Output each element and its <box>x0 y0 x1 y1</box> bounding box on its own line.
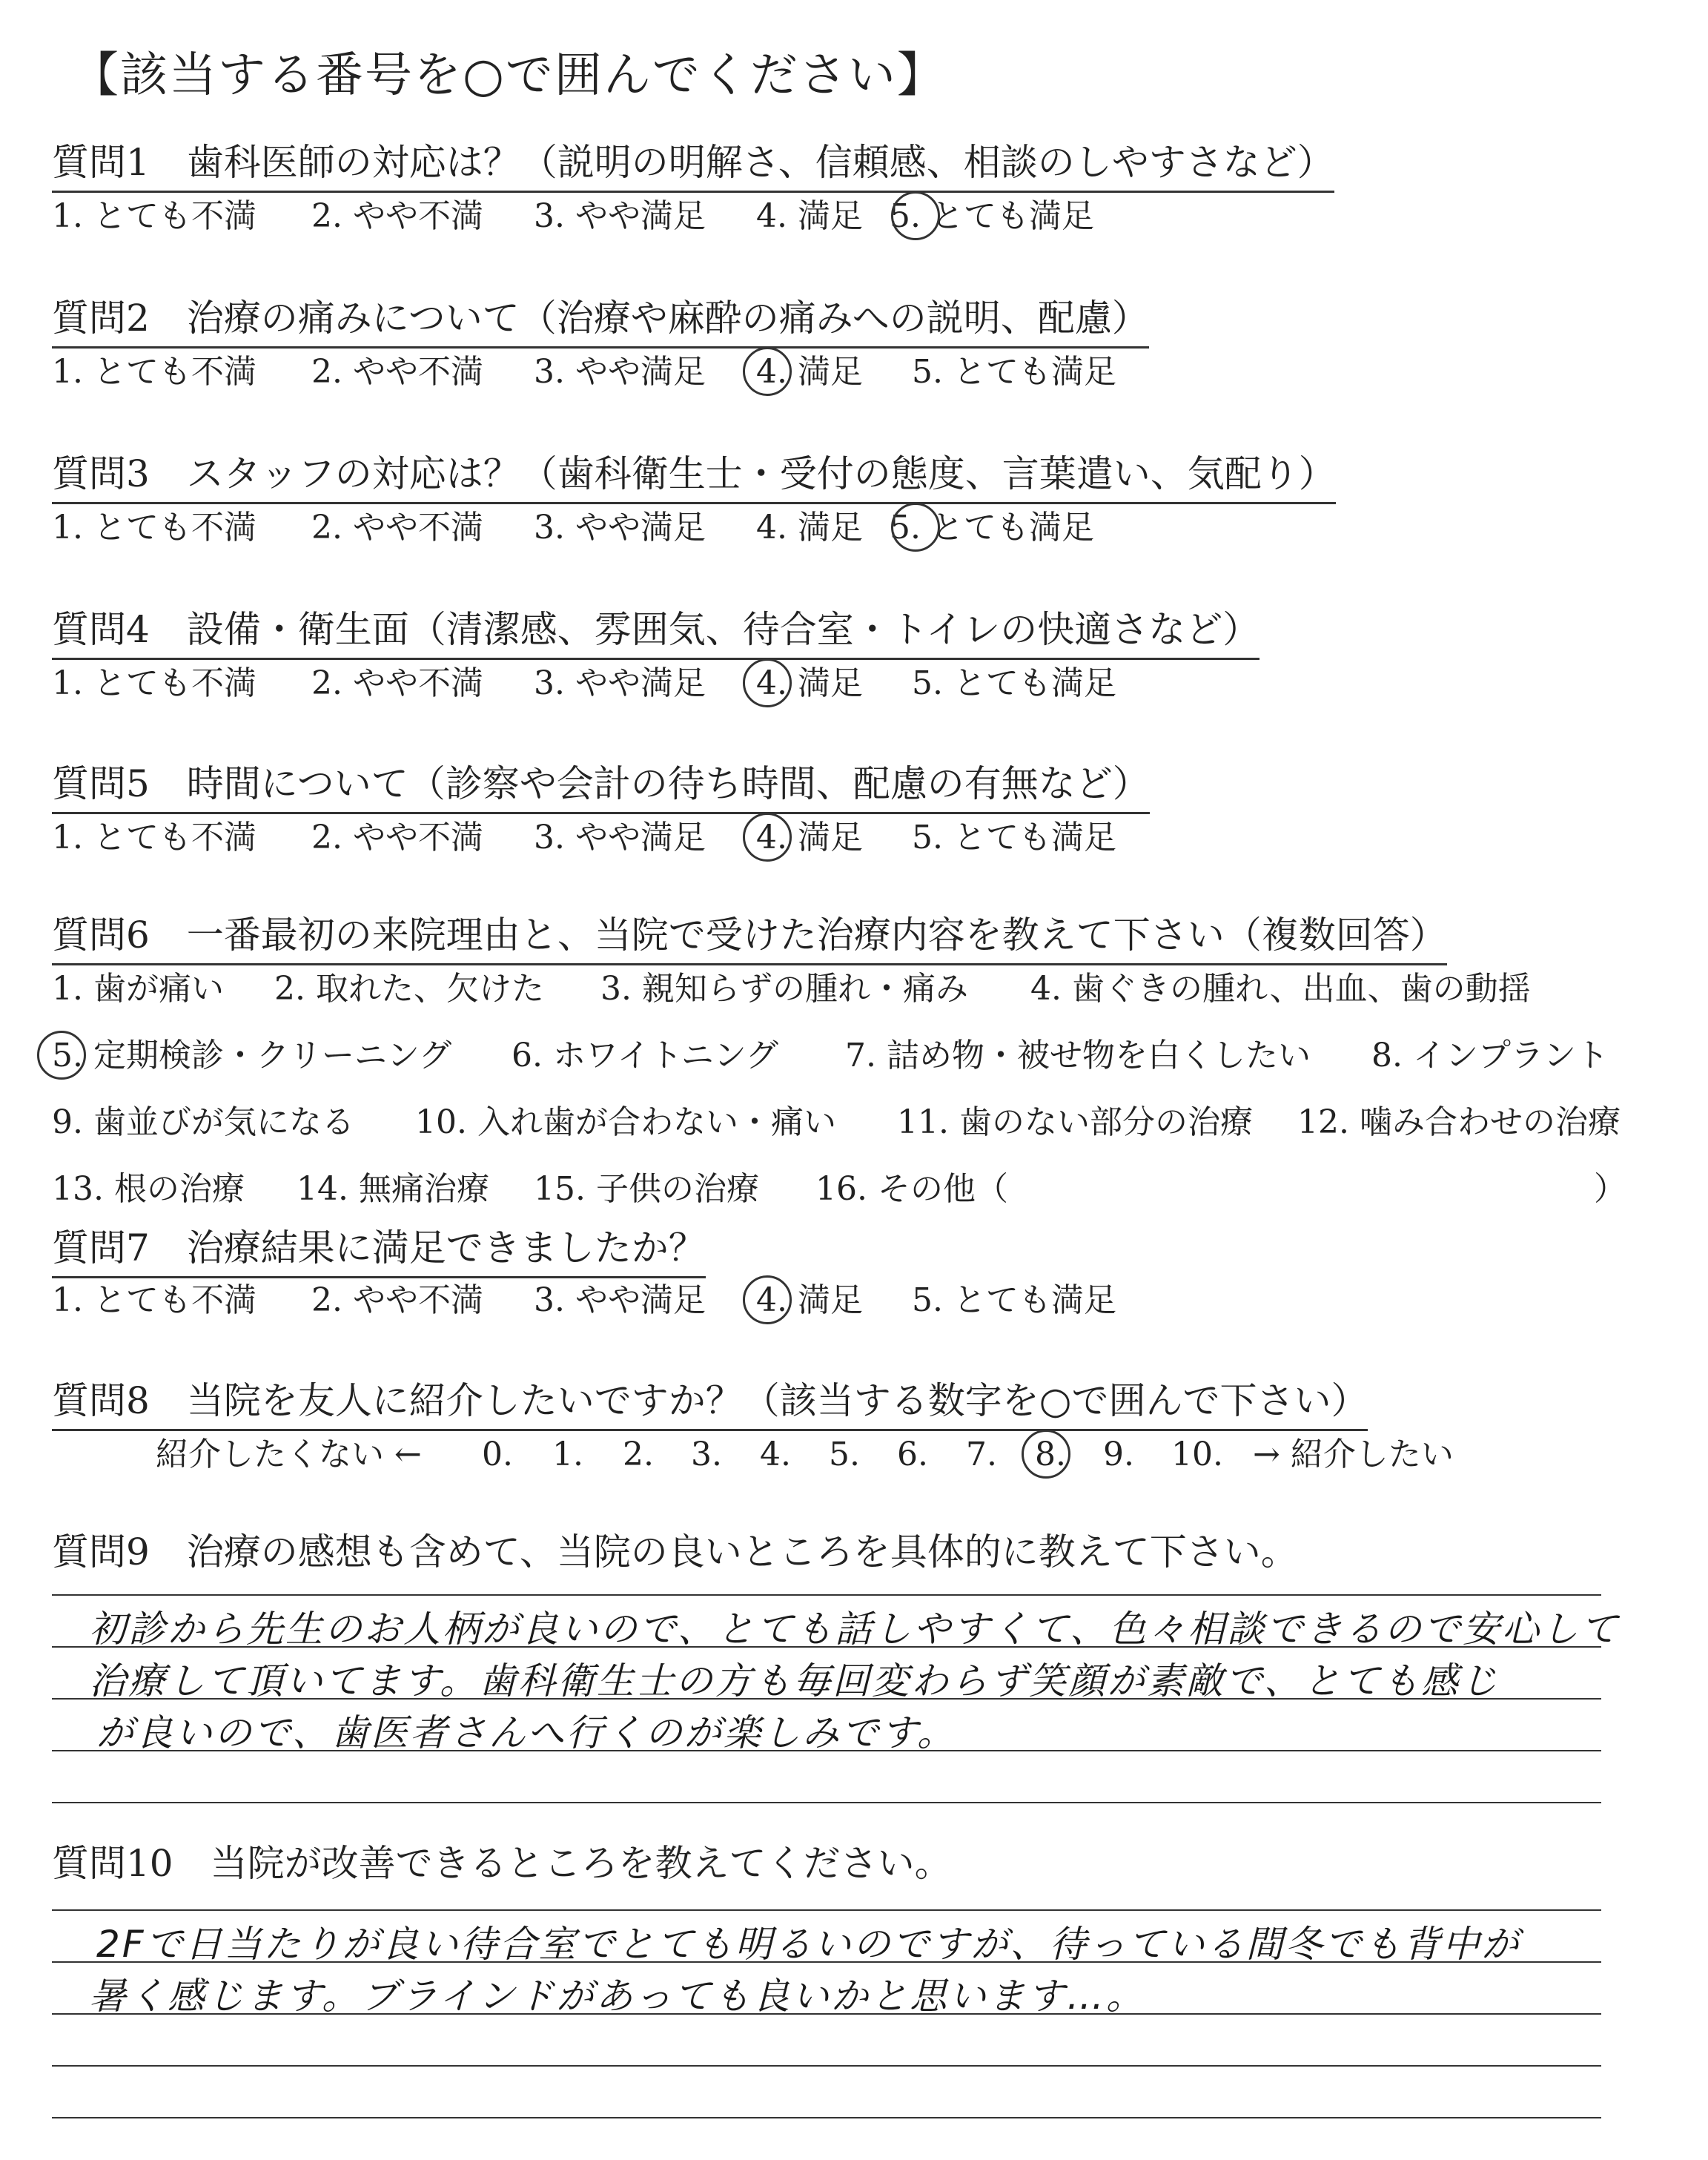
q2-option-1[interactable]: 1. とても不満 <box>52 353 256 391</box>
question-5-title: 質問5 時間について（診察や会計の待ち時間、配慮の有無など） <box>52 761 1150 814</box>
q4-option-2[interactable]: 2. やや不満 <box>311 664 483 702</box>
q6-option-6[interactable]: 6. ホワイトニング <box>512 1037 779 1074</box>
q3-option-4[interactable]: 4. 満足 <box>756 509 863 546</box>
question-2-title: 質問2 治療の痛みについて（治療や麻酔の痛みへの説明、配慮） <box>52 295 1149 349</box>
q4-option-1[interactable]: 1. とても不満 <box>52 664 256 702</box>
q3-option-1[interactable]: 1. とても不満 <box>52 509 256 546</box>
q6-other-close-paren: ） <box>1594 1170 1626 1208</box>
question-10-title: 質問10 当院が改善できるところを教えてください。 <box>52 1842 952 1885</box>
q1-selected-circle <box>891 191 940 240</box>
q6-option-10[interactable]: 10. 入れ歯が合わない・痛い <box>415 1103 836 1141</box>
q6-selected-circle <box>37 1031 86 1080</box>
q9-answer-line-1[interactable]: 初診から先生のお人柄が良いので、とても話しやすくて、色々相談できるので安心して <box>89 1608 1620 1651</box>
q7-option-1[interactable]: 1. とても不満 <box>52 1281 256 1319</box>
q3-selected-circle <box>891 503 940 552</box>
q8-option-3[interactable]: 3. <box>691 1436 722 1473</box>
q8-selected-circle <box>1022 1430 1070 1479</box>
q6-option-16[interactable]: 16. その他（ <box>815 1170 1008 1208</box>
q5-option-2[interactable]: 2. やや不満 <box>311 819 483 856</box>
q4-selected-circle <box>743 658 792 707</box>
q6-option-15[interactable]: 15. 子供の治療 <box>534 1170 759 1208</box>
q6-option-14[interactable]: 14. 無痛治療 <box>297 1170 489 1208</box>
q7-option-2[interactable]: 2. やや不満 <box>311 1281 483 1319</box>
q2-option-4[interactable]: 4. 満足 <box>756 353 863 391</box>
question-1-title: 質問1 歯科医師の対応は？（説明の明解さ、信頼感、相談のしやすさなど） <box>52 139 1334 193</box>
q1-option-5[interactable]: 5. とても満足 <box>890 197 1094 235</box>
q8-option-10[interactable]: 10. <box>1171 1436 1223 1473</box>
q8-left-label: 紹介したくない ← <box>156 1436 422 1473</box>
question-3-options <box>52 509 1238 556</box>
q8-option-5[interactable]: 5. <box>829 1436 860 1473</box>
question-6-title: 質問6 一番最初の来院理由と、当院で受けた治療内容を教えて下さい（複数回答） <box>52 912 1447 965</box>
q1-option-2[interactable]: 2. やや不満 <box>311 197 483 235</box>
q8-option-6[interactable]: 6. <box>897 1436 928 1473</box>
q9-answer-line-2[interactable]: 治療して頂いてます。歯科衛生士の方も毎回変わらず笑顔が素敵で、とても感じ <box>89 1659 1500 1702</box>
question-4-title: 質問4 設備・衛生面（清潔感、雰囲気、待合室・トイレの快適さなど） <box>52 607 1260 660</box>
question-3-title: 質問3 スタッフの対応は？（歯科衛生士・受付の態度、言葉遣い、気配り） <box>52 451 1336 504</box>
question-8-scale <box>156 1436 1490 1483</box>
q6-option-12[interactable]: 12. 噛み合わせの治療 <box>1297 1103 1621 1141</box>
q5-option-1[interactable]: 1. とても不満 <box>52 819 256 856</box>
q1-option-4[interactable]: 4. 満足 <box>756 197 863 235</box>
question-6-options <box>52 970 1646 1208</box>
q8-right-label: → 紹介したい <box>1253 1436 1454 1473</box>
q7-option-5[interactable]: 5. とても満足 <box>912 1281 1116 1319</box>
q2-option-3[interactable]: 3. やや満足 <box>534 353 706 391</box>
q3-option-5[interactable]: 5. とても満足 <box>890 509 1094 546</box>
q6-option-2[interactable]: 2. 取れた、欠けた <box>274 970 544 1008</box>
q7-selected-circle <box>743 1275 792 1324</box>
q6-option-13[interactable]: 13. 根の治療 <box>52 1170 245 1208</box>
q3-option-2[interactable]: 2. やや不満 <box>311 509 483 546</box>
question-8-title: 質問8 当院を友人に紹介したいですか？（該当する数字を○で囲んで下さい） <box>52 1378 1368 1431</box>
q4-option-3[interactable]: 3. やや満足 <box>534 664 706 702</box>
q6-option-3[interactable]: 3. 親知らずの腫れ・痛み <box>600 970 968 1008</box>
q5-option-3[interactable]: 3. やや満足 <box>534 819 706 856</box>
q8-option-0[interactable]: 0. <box>482 1436 513 1473</box>
q5-option-5[interactable]: 5. とても満足 <box>912 819 1116 856</box>
q2-option-5[interactable]: 5. とても満足 <box>912 353 1116 391</box>
q9-answer-rule-5 <box>52 1802 1601 1803</box>
q9-answer-rule-1 <box>52 1594 1601 1596</box>
q6-option-11[interactable]: 11. 歯のない部分の治療 <box>897 1103 1253 1141</box>
q2-selected-circle <box>743 347 792 396</box>
q6-option-8[interactable]: 8. インプラント <box>1371 1037 1609 1074</box>
q3-option-3[interactable]: 3. やや満足 <box>534 509 706 546</box>
q7-option-4[interactable]: 4. 満足 <box>756 1281 863 1319</box>
question-5-options <box>52 819 1238 866</box>
q9-answer-line-3[interactable]: が良いので、歯医者さんへ行くのが楽しみです。 <box>96 1711 956 1754</box>
q2-option-2[interactable]: 2. やや不満 <box>311 353 483 391</box>
question-2-options <box>52 353 1238 400</box>
q5-option-4[interactable]: 4. 満足 <box>756 819 863 856</box>
q6-option-4[interactable]: 4. 歯ぐきの腫れ、出血、歯の動揺 <box>1030 970 1531 1008</box>
q4-option-5[interactable]: 5. とても満足 <box>912 664 1116 702</box>
q6-option-7[interactable]: 7. 詰め物・被せ物を白くしたい <box>845 1037 1311 1074</box>
q8-option-4[interactable]: 4. <box>760 1436 791 1473</box>
q1-option-1[interactable]: 1. とても不満 <box>52 197 256 235</box>
q8-option-1[interactable]: 1. <box>552 1436 583 1473</box>
q10-answer-line-2[interactable]: 暑く感じます。ブラインドがあっても良いかと思います…。 <box>89 1975 1145 2018</box>
question-7-options <box>52 1281 1238 1329</box>
q7-option-3[interactable]: 3. やや満足 <box>534 1281 706 1319</box>
q6-option-5[interactable]: 5. 定期検診・クリーニング <box>52 1037 452 1074</box>
q5-selected-circle <box>743 813 792 862</box>
q6-option-1[interactable]: 1. 歯が痛い <box>52 970 224 1008</box>
q1-option-3[interactable]: 3. やや満足 <box>534 197 706 235</box>
q4-option-4[interactable]: 4. 満足 <box>756 664 863 702</box>
q10-answer-rule-4 <box>52 2065 1601 2067</box>
q8-option-9[interactable]: 9. <box>1103 1436 1134 1473</box>
question-9-title: 質問9 治療の感想も含めて、当院の良いところを具体的に教えて下さい。 <box>52 1530 1298 1573</box>
q10-answer-rule-1 <box>52 1909 1601 1911</box>
q10-answer-line-1[interactable]: 2Fで日当たりが良い待合室でとても明るいのですが、待っている間冬でも背中が <box>96 1923 1521 1966</box>
q8-option-7[interactable]: 7. <box>966 1436 997 1473</box>
question-7-title: 質問7 治療結果に満足できましたか？ <box>52 1225 706 1278</box>
q10-answer-rule-5 <box>52 2117 1601 2118</box>
page-title: 【該当する番号を○で囲んでください】 <box>71 48 946 103</box>
q8-option-2[interactable]: 2. <box>623 1436 654 1473</box>
q6-option-9[interactable]: 9. 歯並びが気になる <box>52 1103 354 1141</box>
q8-option-8[interactable]: 8. <box>1035 1436 1066 1473</box>
question-4-options <box>52 664 1238 712</box>
question-1-options <box>52 197 1238 245</box>
